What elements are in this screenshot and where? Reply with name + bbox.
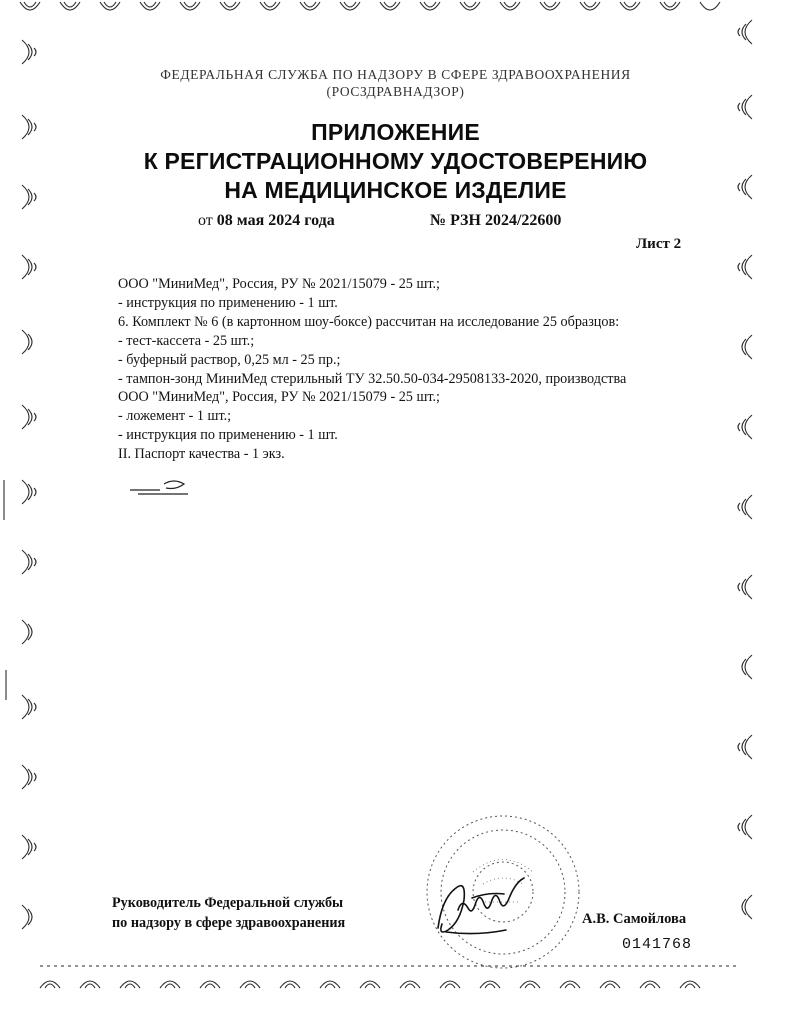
agency-name: ФЕДЕРАЛЬНАЯ СЛУЖБА ПО НАДЗОРУ В СФЕРЕ ЗДРАВООХРАНЕНИЯ — [160, 67, 631, 82]
registration-number: № РЗН 2024/22600 — [430, 212, 562, 229]
sheet-number: Лист 2 — [636, 236, 682, 252]
agency-header — [0, 66, 791, 100]
top-border-pattern — [0, 0, 791, 22]
signatory-title — [112, 893, 345, 933]
signatory-title-line-1: Руководитель Федеральной службы — [112, 895, 344, 911]
handwritten-signature — [432, 858, 552, 948]
body-line: - тампон-зонд МиниМед стерильный ТУ 32.50.50-034-29508133-2020, производства — [118, 370, 627, 387]
body-line: - тест-кассета - 25 шт.; — [118, 332, 255, 349]
form-serial-number: 0141768 — [622, 936, 693, 953]
signatory-name: А.В. Самойлова — [582, 911, 687, 927]
end-of-text-mark — [128, 476, 198, 500]
body-line: - ложемент - 1 шт.; — [118, 408, 232, 425]
document-title — [0, 118, 791, 205]
body-line: II. Паспорт качества - 1 экз. — [118, 446, 285, 463]
body-line: ООО "МиниМед", Россия, РУ № 2021/15079 - 25 шт.; — [118, 276, 440, 292]
title-line-1: ПРИЛОЖЕНИЕ — [311, 119, 480, 145]
agency-abbreviation: (РОСЗДРАВНАДЗОР) — [326, 84, 465, 99]
document-body — [118, 275, 698, 464]
date-value: 08 мая 2024 года — [216, 212, 335, 229]
title-line-3: НА МЕДИЦИНСКОЕ ИЗДЕЛИЕ — [224, 177, 567, 203]
body-line: - инструкция по применению - 1 шт. — [118, 427, 338, 444]
title-line-2: К РЕГИСТРАЦИОННОМУ УДОСТОВЕРЕНИЮ — [143, 148, 648, 174]
registration-date — [198, 212, 335, 230]
body-line: - инструкция по применению - 1 шт. — [118, 294, 338, 311]
body-line: - буферный раствор, 0,25 мл - 25 пр.; — [118, 351, 341, 368]
date-prefix: от — [198, 212, 213, 229]
signatory-title-line-2: по надзору в сфере здравоохранения — [112, 915, 346, 931]
body-line: 6. Комплект № 6 (в картонном шоу-боксе) рассчитан на исследование 25 образцов: — [118, 313, 620, 330]
body-line: ООО "МиниМед", Россия, РУ № 2021/15079 - 25 шт.; — [118, 389, 440, 406]
bottom-border-pattern — [0, 958, 791, 998]
